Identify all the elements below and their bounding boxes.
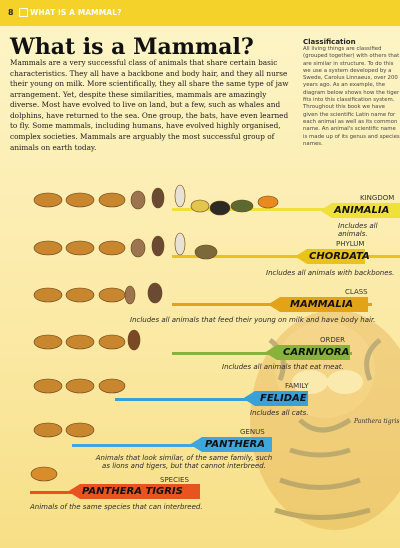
row-kingdom-animals [34,185,278,215]
kingdom-rank: KINGDOM [360,194,395,202]
class-name: MAMMALIA [290,299,354,310]
order-desc: Includes all animals that eat meat. [222,363,344,371]
phylum-rank: PHYLUM [336,240,365,248]
classification-heading: Classification [303,38,356,46]
genus-name: PANTHERA [205,439,265,450]
species-desc: Animals of the same species that can interbreed. [30,503,203,511]
family-name: FELIDAE [260,393,307,404]
species-name: PANTHERA TIGRIS [82,486,183,497]
header-bar [0,0,400,26]
order-rank: ORDER [320,336,346,344]
phylum-desc: Includes all animals with backbones. [266,269,395,277]
family-rank: FAMILY [285,382,309,390]
row-species-animals [31,467,57,481]
animal-illustrations [30,178,315,506]
intro-paragraph: Mammals are a very successful class of animals that share certain basic characteristics. They all have a backbone and body hair, and they all nurse their young on milk. More scientifically, they all share the same type of jaw arrangement. Yet, despite these similarities, mammals are amazingly diverse. Most have evolved to live on land, but a few, such as whales and dolphins, have returned to the sea. One group, the bats, have even learned to fly. Some mammals, including humans, have evolved highly organised, complex societies. Mammals are arguably the most successful group of animals on earth today. [10,58,289,152]
class-rank: CLASS [345,288,368,296]
tiger-caption: Panthera tigris [354,418,400,425]
kingdom-desc: Includes all animals. [338,222,378,238]
row-order-animals [34,330,140,350]
genus-desc: Animals that look similar, of the same family, such as lions and tigers, but that cannot interbreed. [95,454,273,470]
page-title: What is a Mammal? [10,34,254,60]
classification-text: All living things are classified (grouped together) with others that are similar in structure. To do this we use a system developed by a Swede, Carolus Linnaeus, over 200 years ago. As an example, the diagram below shows how the tiger fits into this classification system. Throughout this book we have given the scientific Latin name for each animal as well as its common name. An animal's scientific name is made up of its genus and species names. [303,46,400,147]
kingdom-name: ANIMALIA [334,205,390,216]
family-desc: Includes all cats. [250,409,309,417]
section-title: WHAT IS A MAMMAL? [30,8,122,17]
phylum-name: CHORDATA [309,251,370,262]
section-marker [19,8,28,17]
class-desc: Includes all animals that feed their young on milk and have body hair. [130,316,376,324]
row-genus-animals [34,423,94,437]
page-number: 8 [8,8,14,17]
row-family-animals [34,379,125,393]
order-name: CARNIVORA [283,347,350,358]
row-class-animals [34,283,162,304]
species-rank: SPECIES [160,476,189,484]
row-phylum-animals [34,233,217,259]
genus-rank: GENUS [240,428,265,436]
